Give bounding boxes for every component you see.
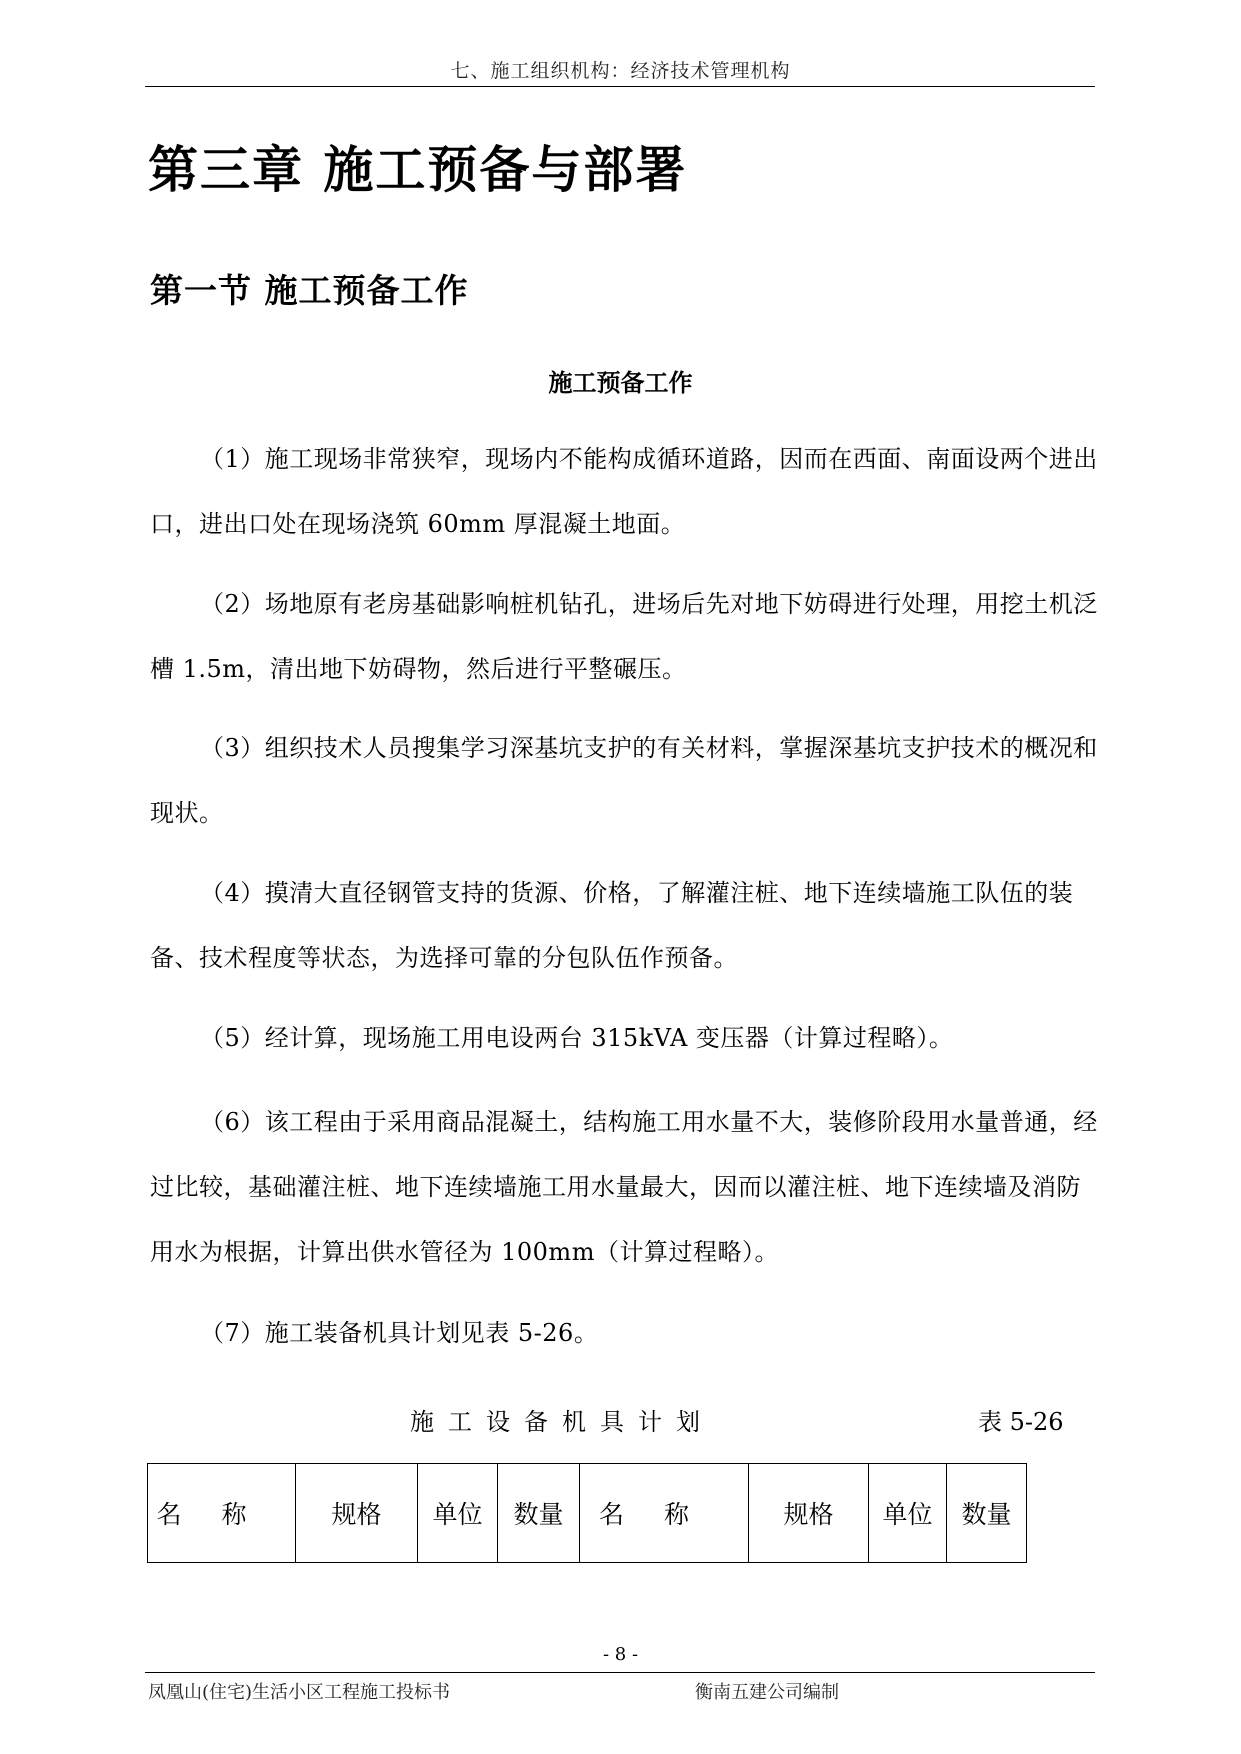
column-header-name: 名称 [148, 1464, 296, 1563]
column-header-quantity-2: 数量 [947, 1464, 1027, 1563]
column-header-unit-2: 单位 [869, 1464, 947, 1563]
page-number: - 8 - [602, 1644, 639, 1665]
table-caption: 施工设备机具计划 [410, 1408, 714, 1436]
column-header-spec-2: 规格 [749, 1464, 869, 1563]
paragraph-6: （6）该工程由于采用商品混凝土，结构施工用水量不大，装修阶段用水量普通，经过比较，基础灌注桩、地下连续墙施工用水量最大，因而以灌注桩、地下连续墙及消防用水为根据，计算出供水管径为 100mm（计算过程略）。 [150, 1108, 1098, 1266]
column-header-unit: 单位 [418, 1464, 498, 1563]
paragraph-4: （4）摸清大直径钢管支持的货源、价格，了解灌注桩、地下连续墙施工队伍的装备、技术程度等状态，为选择可靠的分包队伍作预备。 [150, 879, 1074, 972]
column-header-quantity: 数量 [498, 1464, 580, 1563]
column-header-name-2: 名称 [580, 1464, 749, 1563]
paragraph-3: （3）组织技术人员搜集学习深基坑支护的有关材料，掌握深基坑支护技术的概况和现状。 [150, 734, 1098, 827]
table-header-row [148, 1464, 1027, 1563]
header-rule [145, 86, 1095, 87]
table-number: 表 5-26 [978, 1408, 1064, 1436]
footer-project-name: 凤凰山(住宅)生活小区工程施工投标书 [148, 1682, 451, 1703]
section-title: 第一节 施工预备工作 [150, 271, 469, 310]
paragraph-2: （2）场地原有老房基础影响桩机钻孔，进场后先对地下妨碍进行处理，用挖土机泛槽 1.5m，清出地下妨碍物，然后进行平整碾压。 [150, 590, 1098, 683]
footer-company: 衡南五建公司编制 [695, 1682, 839, 1703]
column-header-spec: 规格 [296, 1464, 418, 1563]
subsection-title: 施工预备工作 [548, 368, 693, 397]
chapter-title: 第三章 施工预备与部署 [148, 140, 688, 199]
running-header: 七、施工组织机构：经济技术管理机构 [450, 60, 791, 82]
paragraph-1: （1）施工现场非常狭窄，现场内不能构成循环道路，因而在西面、南面设两个进出口，进出口处在现场浇筑 60mm 厚混凝土地面。 [150, 445, 1098, 538]
footer-rule [145, 1672, 1095, 1673]
paragraph-7: （7）施工装备机具计划见表 5-26。 [200, 1319, 599, 1347]
equipment-table [147, 1463, 1027, 1563]
paragraph-5: （5）经计算，现场施工用电设两台 315kVA 变压器（计算过程略）。 [200, 1024, 954, 1052]
